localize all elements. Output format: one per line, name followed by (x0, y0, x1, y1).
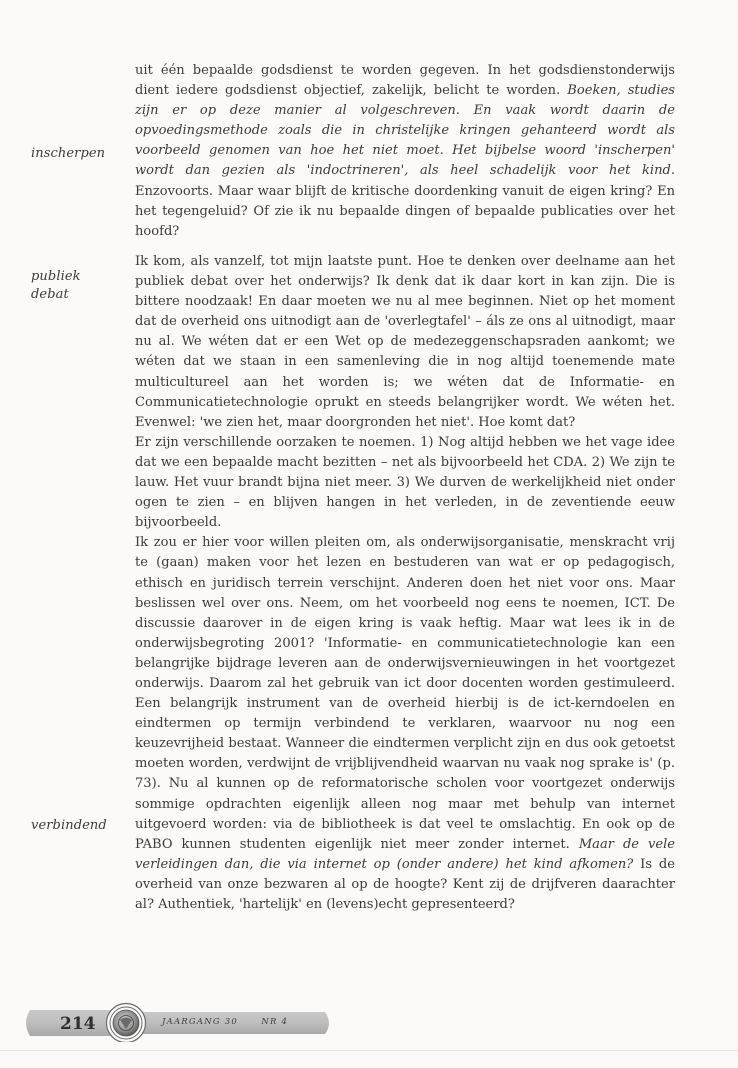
margin-note-debat: debat (31, 287, 69, 302)
bottom-edge-rule (0, 1050, 738, 1051)
issue-number-label: NR 4 (261, 1017, 289, 1027)
paragraph-1-part-3: Enzovoorts. Maar waar blijft de kritische doordenking vanuit de eigen kring? En het tegengeluid? Of zie ik nu bepaalde dingen of bepaalde publicaties over het hoofd? (135, 183, 675, 239)
margin-note-verbindend: verbindend (31, 818, 107, 833)
paragraph-2-ict-part-a: Ik zou er hier voor willen pleiten om, als onderwijsorganisatie, menskracht vrij te (gaan) maken voor het lezen en bestuderen van wat er op pedagogisch, ethisch en juridisch terrein verschijnt. Anderen doen het niet voor ons. Maar beslissen wel over ons. Neem, om het voorbeeld nog eens te noemen, ICT. De discussie daarover in de eigen kring is vaak heftig. Maar wat lees ik in de onderwijsbegroting 2001? 'Informatie- en communicatietechnologie kan een belangrijke bijdrage leveren aan de onderwijsvernieuwingen in het voortgezet onderwijs. Daarom zal het gebruik van ict door docenten worden gestimuleerd. Een belangrijk instrument van de overheid hierbij is de ict-kerndoelen en eindtermen op termijn verbindend te verklaren, waarvoor nu nog een keuzevrijheid bestaat. Wanneer die eindtermen verplicht zijn en dus ook getoetst moeten worden, verdwijnt de vrijblijvendheid waarvan nu vaak nog sprake is' (p. 73). Nu al kunnen op de reformatorische scholen voor voortgezet onderwijs sommige opdrachten eigenlijk alleen nog maar met behulp van internet uitgevoerd worden: via de bibliotheek is dat veel te omslachtig. En ook op de PABO kunnen studenten eigenlijk niet meer zonder internet. (135, 535, 675, 852)
margin-note-publiek: publiek (31, 269, 81, 284)
page-footer (0, 992, 738, 1062)
footer-band-graphic (0, 1002, 690, 1042)
paragraph-1-part-1: uit één bepaalde godsdienst te worden gegeven. In het godsdienstonderwijs dient iedere godsdienst objectief, zakelijk, belicht te worden. (135, 63, 675, 99)
paragraph-2-text: Ik kom, als vanzelf, tot mijn laatste punt. Hoe te denken over deelname aan het publiek debat over het onderwijs? Ik denk dat ik daar kort in kan zijn. Die is bittere noodzaak! En daar moeten we nu al mee beginnen. Niet op het moment dat de overheid ons uitnodigt aan de 'overlegtafel' – áls ze ons al uitnodigt, maar nu al. We wéten dat er een Wet op de medezeggenschapsraden aankomt; we wéten dat we staan in een samenleving die in nog altijd toenemende mate multicultureel aan het worden is; we wéten dat de Informatie- en Communicatietechnologie oprukt en steeds belangrijker wordt. We wéten het. Evenwel: 'we zien het, maar doorgronden het niet'. Hoe komt dat? (135, 254, 675, 430)
jaargang-label: JAARGANG 30 (162, 1017, 238, 1027)
body-paragraph-2 (135, 252, 675, 915)
body-paragraph-1 (135, 61, 675, 242)
paragraph-1-italic: Boeken, studies zijn er op deze manier al volgeschreven. En vaak wordt daarin de opvoedingsmethode zoals die in christelijke kringen gehanteerd wordt als voorbeeld genomen van hoe het niet moet. Het bijbelse woord 'inscherpen' wordt dan gezien als 'indoctrineren', als heel schadelijk voor het kind. (135, 83, 675, 179)
journal-issue-label (162, 1017, 288, 1027)
page-number: 214 (60, 1014, 96, 1034)
paragraph-2-ict-text (135, 533, 675, 915)
paragraph-1-text (135, 61, 675, 242)
paragraph-2-ict-italic: Maar de vele verleidingen dan, die via internet op (onder andere) het kind afkomen? (135, 836, 675, 872)
paragraph-2-causes: Er zijn verschillende oorzaken te noemen. 1) Nog altijd hebben we het vage idee dat we een bepaalde macht bezitten – net als bijvoorbeeld het CDA. 2) We zijn te lauw. Het vuur brandt bijna niet meer. 3) We durven de werkelijkheid niet onder ogen te zien – en blijven hangen in het verleden, in de zeventiende eeuw bijvoorbeeld. (135, 434, 675, 531)
paragraph-2-ict-part-b: Is de overheid van onze bezwaren al op de hoogte? Kent zij de drijfveren daarachter al? Authentiek, 'hartelijk' en (levens)echt gepresenteerd? (135, 856, 675, 912)
margin-note-inscherpen: inscherpen (31, 146, 106, 161)
